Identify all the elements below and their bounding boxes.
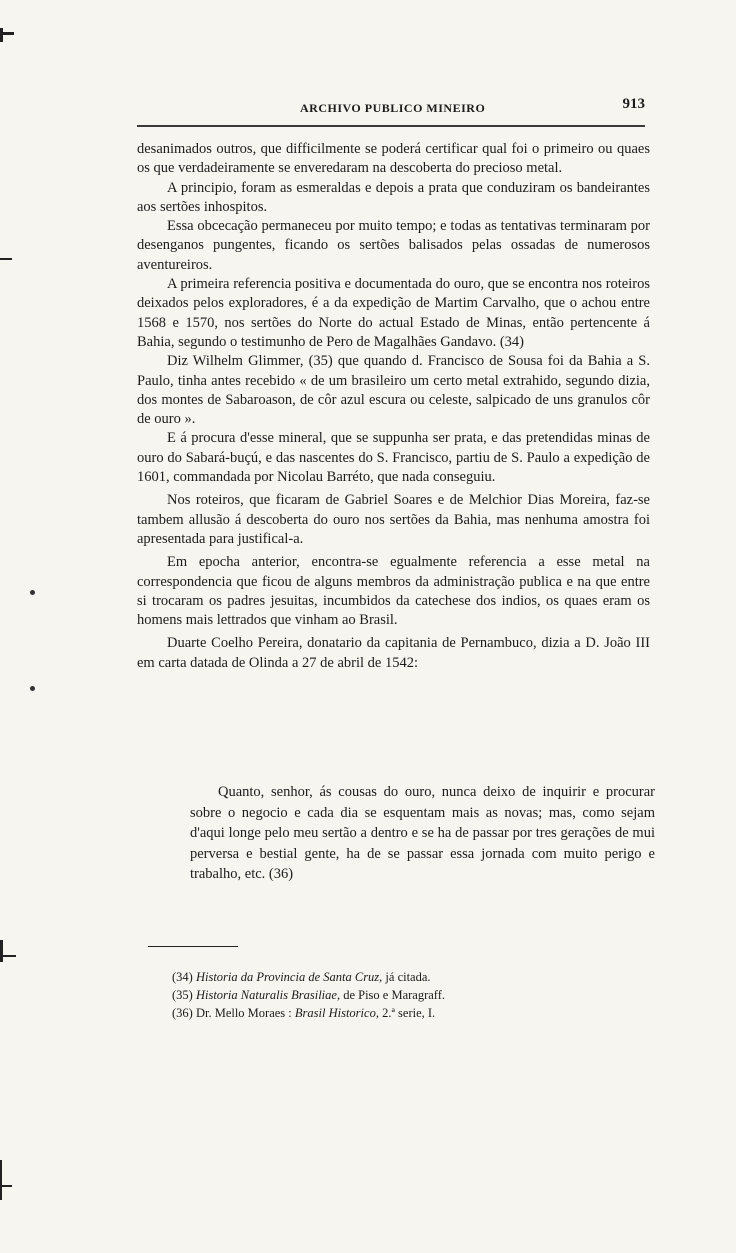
running-title: ARCHIVO PUBLICO MINEIRO xyxy=(300,101,486,115)
paragraph: Em epocha anterior, encontra-se egualmente referencia a esse metal na correspondencia que ficou de alguns membros da administração publica e na que entre si trocaram os padres jesuitas, incumbidos da catechese dos indios, os quaes eram os homens mais lettrados que vinham ao Brasil. xyxy=(137,554,650,629)
paragraph: Nos roteiros, que ficaram de Gabriel Soares e de Melchior Dias Moreira, faz-se tambem allusão á descoberta do ouro nos sertões da Bahia, mas nenhuma amostra foi apresentada para justifical-a. xyxy=(137,492,650,547)
paragraph: A principio, foram as esmeraldas e depois a prata que conduziram os bandeirantes aos sertões inhospitos. xyxy=(137,179,650,215)
body-text xyxy=(137,140,650,673)
scan-dot xyxy=(30,590,35,595)
footnote-rest: de Piso e Maragraff. xyxy=(343,988,446,1002)
scan-edge-mark xyxy=(0,258,12,260)
scan-edge-mark xyxy=(0,940,3,962)
page-header xyxy=(135,96,645,122)
scan-edge-mark xyxy=(0,955,16,957)
scan-edge-mark xyxy=(0,28,3,42)
page-number: 913 xyxy=(622,96,645,112)
scan-edge-mark xyxy=(0,1160,2,1200)
paragraph: desanimados outros, que difficilmente se poderá certificar qual foi o primeiro ou quaes os que verdadeiramente se enveredaram na descoberta do precioso metal. xyxy=(137,141,650,177)
footnotes xyxy=(172,968,652,1022)
footnote-rule xyxy=(148,946,238,947)
footnote-number: (34) xyxy=(172,970,193,984)
footnote-title: Historia Naturalis Brasiliae, xyxy=(195,988,341,1002)
scan-dot xyxy=(30,686,35,691)
block-quote xyxy=(190,782,655,885)
footnote-title: Historia da Provincia de Santa Cruz, xyxy=(195,970,383,984)
footnote xyxy=(172,1004,652,1022)
quote-text: Quanto, senhor, ás cousas do ouro, nunca deixo de inquirir e procurar sobre o negocio e cada dia se esquentam mais as novas; mas, como sejam d'aqui longe pelo meu sertão a dentro e se ha de passar por tres gerações de mui perversa e bestial gente, ha de se passar essa jornada com muito perigo e trabalho, etc. (36) xyxy=(190,784,655,882)
paragraph: Diz Wilhelm Glimmer, (35) que quando d. Francisco de Sousa foi da Bahia a S. Paulo, tinha antes recebido « de um brasileiro um certo metal extrahido, segundo dizia, dos montes de Sabaroason, de côr azul escura ou celeste, salpicado de uns granulos côr de ouro ». xyxy=(137,353,650,428)
footnote-author: Dr. Mello Moraes : xyxy=(195,1006,292,1020)
paragraph: Essa obcecação permaneceu por muito tempo; e todas as tentativas terminaram por desenganos pungentes, ficando os sertões balisados pelas ossadas de numerosos aventureiros. xyxy=(137,218,650,273)
footnote-rest: já citada. xyxy=(385,970,431,984)
footnote xyxy=(172,986,652,1004)
footnote-number: (35) xyxy=(172,988,193,1002)
paragraph: E á procura d'esse mineral, que se suppunha ser prata, e das pretendidas minas de ouro do Sabará-buçú, e das nascentes do S. Francisco, partiu de S. Paulo a expedição de 1601, commandada por Nicolau Barréto, que nada conseguiu. xyxy=(137,430,650,486)
header-rule xyxy=(137,125,645,127)
footnote-rest: 2.ª serie, I. xyxy=(382,1006,436,1020)
paragraph: Duarte Coelho Pereira, donatario da capitania de Pernambuco, dizia a D. João III em carta datada de Olinda a 27 de abril de 1542: xyxy=(137,635,650,671)
paragraph: A primeira referencia positiva e documentada do ouro, que se encontra nos roteiros deixados pelos exploradores, é a da expedição de Martim Carvalho, que o achou entre 1568 e 1570, nos sertões do Norte do actual Estado de Minas, então pertencente á Bahia, segundo o testimunho de Pero de Magalhães Gandavo. (34) xyxy=(137,276,650,350)
footnote-number: (36) xyxy=(172,1006,193,1020)
footnote-title: Brasil Historico, xyxy=(294,1006,379,1020)
footnote xyxy=(172,968,652,986)
